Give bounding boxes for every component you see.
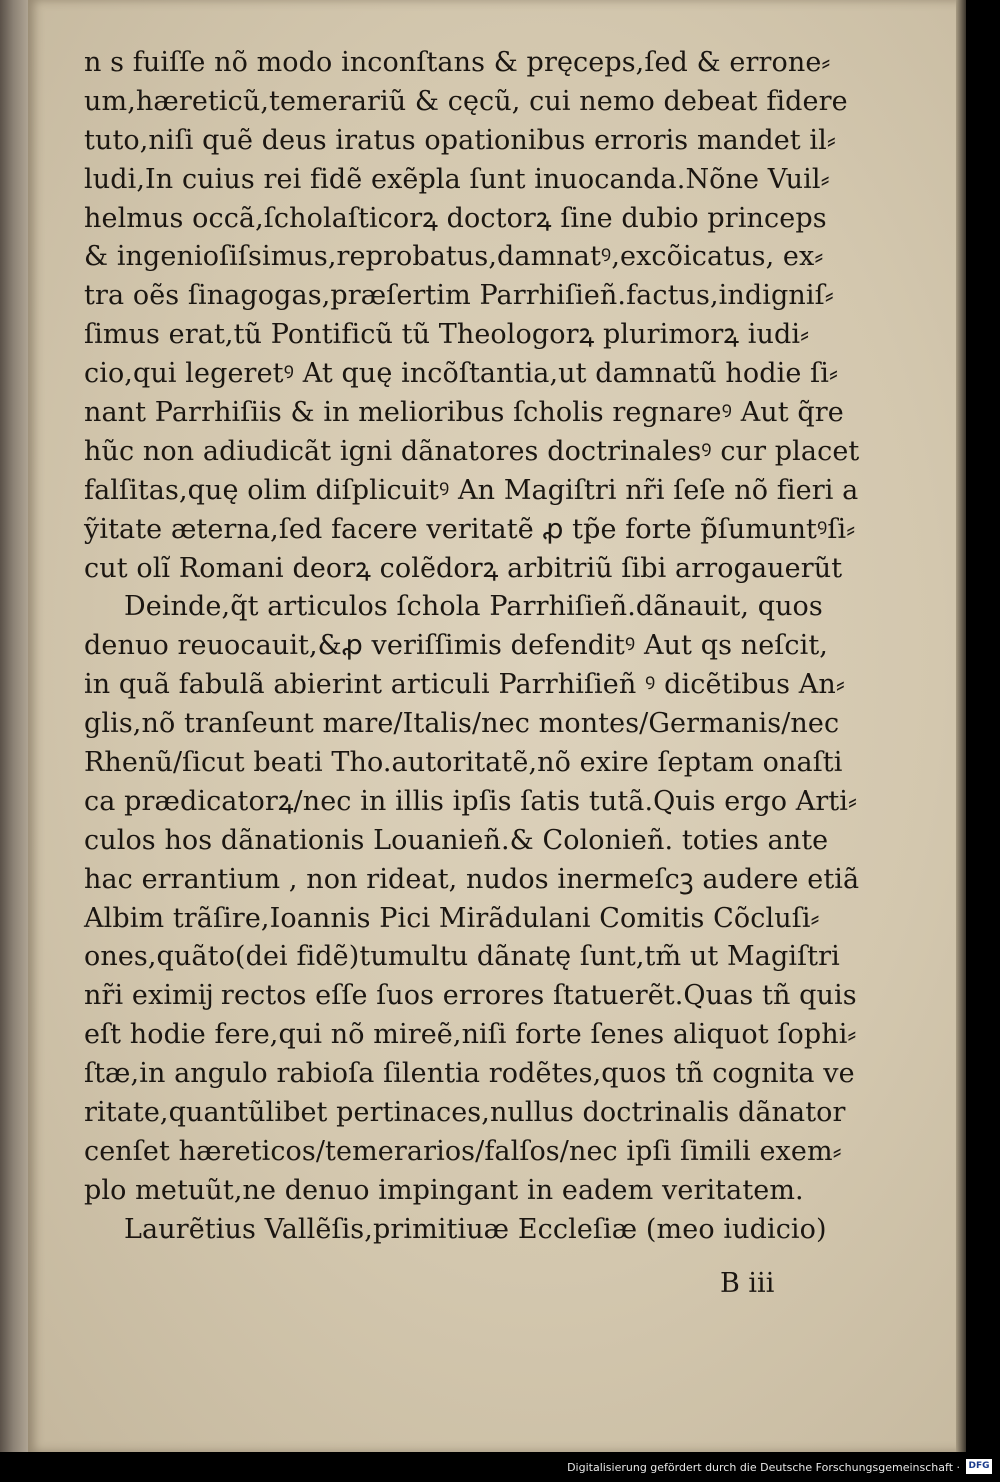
text-line: n s fuiſſe nõ modo inconſtans & pręceps,ſed & errone⸗	[84, 47, 831, 78]
signature-mark: B iii	[720, 1268, 775, 1299]
text-line: Rhenũ/ſicut beati Tho.autoritatẽ,nõ exire ſeptam onaſti	[84, 747, 843, 779]
book-page	[28, 0, 960, 1452]
text-line: tuto,niſi quẽ deus iratus opationibus erroris mandet il⸗	[84, 124, 836, 156]
text-line: helmus occã,ſcholaſticorꝝ doctorꝝ ſine dubio princeps	[84, 202, 827, 234]
text-line: falſitas,quę olim diſplicuitꝰ An Magiſtri nr̃i ſeſe nõ fieri a	[84, 474, 859, 506]
text-line: tra oẽs ſinagogas,præſertim Parrhiſieñ.factus,indigniſ⸗	[84, 280, 834, 312]
text-block	[84, 44, 884, 1250]
text-line: ſimus erat,tũ Pontificũ tũ Theologorꝝ plurimorꝝ iudi⸗	[84, 319, 810, 351]
text-line: hac errantium , non rideat, nudos inermeſcꝫ audere etiã	[84, 863, 860, 895]
page-edge	[956, 0, 966, 1452]
text-line: ritate,quantũlibet pertinaces,nullus doctrinalis dãnator	[84, 1097, 846, 1129]
text-line: glis,nõ tranſeunt mare/Italis/nec montes/Germanis/nec	[84, 708, 840, 740]
paragraph-start-line: Deinde,q̃t articulos ſchola Parrhiſieñ.dãnauit, quos	[124, 591, 823, 623]
text-line: ca prædicatorꝝ/nec in illis ipſis ſatis tutã.Quis ergo Arti⸗	[84, 785, 858, 817]
text-line: Albim trãſire,Ioannis Pici Mirãdulani Comitis Cõcluſi⸗	[84, 902, 820, 934]
text-line: nant Parrhiſiis & in melioribus ſcholis regnareꝰ Aut q̃re	[84, 397, 844, 429]
text-line: denuo reuocauit,&ꝓ veriſſimis defenditꝰ Aut qs neſcit,	[84, 630, 828, 662]
text-line: & ingenioſiſsimus,reprobatus,damnatꝰ,excõicatus, ex⸗	[84, 241, 824, 273]
text-line: ſtæ,in angulo rabioſa ſilentia rodẽtes,quos tñ cognita ve	[84, 1058, 855, 1090]
text-line: ones,quãto(dei fidẽ)tumultu dãnatę ſunt,tm̃ ut Magiſtri	[84, 941, 840, 973]
text-line: hũc non adiudicãt igni dãnatores doctrinalesꝰ cur placet	[84, 435, 860, 467]
text-line: plo metuũt,ne denuo impingant in eadem veritatem.	[84, 1174, 804, 1206]
text-line: cut olĩ Romani deorꝝ colẽdorꝝ arbitriũ ſibi arrogauerũt	[84, 552, 843, 584]
text-line: ỹitate æterna,ſed facere veritatẽ ꝓ tp̃e forte p̃ſumuntꝰſi⸗	[84, 513, 856, 545]
book-spine	[0, 0, 30, 1452]
digitization-credit: Digitalisierung gefördert durch die Deutsche Forschungsgemeinschaft ·	[567, 1461, 960, 1474]
text-line: cenſet hæreticos/temerarios/falſos/nec ipſi ſimili exem⸗	[84, 1135, 842, 1167]
paragraph-start-line: Laurẽtius Vallẽſis,primitiuæ Eccleſiæ (meo iudicio)	[124, 1213, 827, 1245]
text-line: eſt hodie fere,qui nõ mireẽ,niſi forte ſenes aliquot ſophi⸗	[84, 1019, 857, 1051]
text-line: culos hos dãnationis Louanieñ.& Colonieñ. toties ante	[84, 824, 829, 856]
text-line: um,hæreticũ,temerariũ & cęcũ, cui nemo debeat fidere	[84, 85, 848, 117]
text-line: nr̃i eximĳ rectos eſſe ſuos errores ſtatuerẽt.Quas tñ quis	[84, 980, 857, 1012]
text-line: ludi,In cuius rei fidẽ exẽpla ſunt inuocanda.Nõne Vuil⸗	[84, 163, 830, 195]
text-line: in quã fabulã abierint articuli Parrhiſieñ ꝰ dicẽtibus An⸗	[84, 669, 845, 701]
dfg-logo-icon: DFG	[966, 1459, 992, 1474]
text-line: cio,qui legeretꝰ At quę incõſtantia,ut damnatũ hodie ſi⸗	[84, 358, 839, 390]
